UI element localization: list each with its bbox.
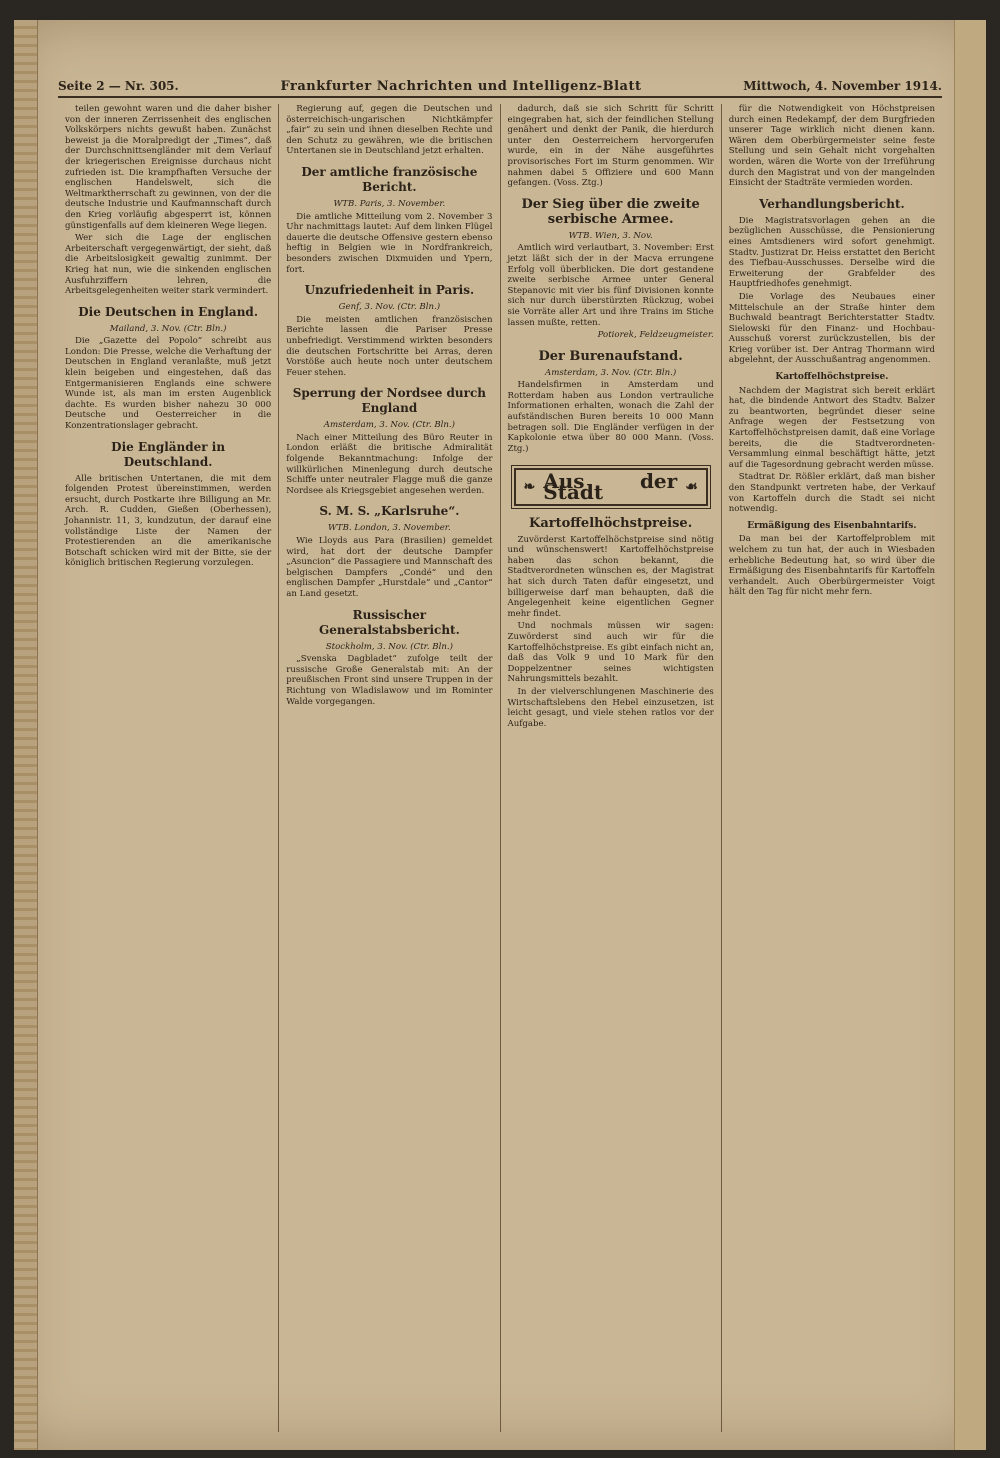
article-text: Und nochmals müssen wir sagen: Zuwörderst sind auch wir für die Kartoffelhöchstpreise. Es gibt einfach nicht an, daß das Volk 9 und 10 Mark für den Doppelzentner seines wichtigsten Nahrungsmittels bezahlt.: [507, 621, 714, 685]
signature-line: Potiorek, Feldzeugmeister.: [597, 330, 714, 341]
subheadline-eisenbahntarif: Ermäßigung des Eisenbahntarifs.: [747, 520, 917, 531]
article-text: Zuvörderst Kartoffelhöchstpreise sind nötig und wünschenswert! Kartoffelhöchstpreise haben das schon bekannt, die Stadtverordneten wünschen es, der Magistrat hat sich durch Taten dafür eingesetzt, und billigerweise darf man behaupten, daß die Angelegenheit keine eigentlichen Gegner mehr findet.: [507, 534, 714, 619]
article-text: Stadtrat Dr. Rößler erklärt, daß man bisher den Standpunkt vertreten habe, der Verkauf von Kartoffeln durch die Stadt sei nicht notwendig.: [728, 472, 935, 515]
headline-unzufriedenheit-paris: Unzufriedenheit in Paris.: [304, 283, 475, 298]
headline-russischer-bericht: Russischer Generalstabsbericht.: [318, 607, 460, 637]
header-date: Mittwoch, 4. November 1914.: [743, 79, 942, 93]
header-newspaper-title: Frankfurter Nachrichten und Intelligenz-Blatt: [280, 78, 642, 94]
headline-verhandlungsbericht: Verhandlungsbericht.: [759, 196, 905, 211]
article-text: Da man bei der Kartoffelproblem mit welchem zu tun hat, der auch in Wiesbaden erhebliche Bedeutung hat, so wird über die Ermäßigung des Eisenbahntarifs für Kartoffeln verhandelt. Auch Oberbürgermeister Voigt hält den Tag für nicht mehr fern.: [728, 534, 935, 598]
dateline: Stockholm, 3. Nov. (Ctr. Bln.): [325, 641, 453, 652]
binding-edge: [14, 20, 38, 1450]
headline-sieg-serbische-armee: Der Sieg über die zweite serbische Armee.: [521, 196, 700, 227]
headline-deutschen-in-england: Die Deutschen in England.: [78, 304, 258, 319]
article-text: Die meisten amtlichen französischen Berichte lassen die Pariser Presse unbefriedigt. Verstimmend wirkten besonders die deutschen Fortschritte bei Arras, deren Vorstöße auch heute noch unter deutschem Feuer stehen.: [286, 314, 493, 378]
ornament-icon: ☙: [685, 478, 698, 495]
article-text: Nach einer Mitteilung des Büro Reuter in London erläßt die britische Admiralität folgende Bekanntmachung: Infolge der willkürlichen Minenlegung durch deutsche Schiffe unter neutraler Flagge muß die ganze Nordsee als Kriegsgebiet angesehen werden.: [286, 432, 493, 496]
article-text: „Svenska Dagbladet“ zufolge teilt der russische Große Generalstab mit: An der preußischen Front sind unsere Truppen in der Richtung von Wladislawow und im Rominter Walde vorgegangen.: [286, 654, 493, 707]
article-text: Die amtliche Mitteilung vom 2. November 3 Uhr nachmittags lautet: Auf dem linken Flügel dauerte die deutsche Offensive gestern ebenso heftig in Belgien wie in Nordfrankreich, besonders zwischen Dixmuiden und Ypern, fort.: [286, 211, 493, 275]
article-text: dadurch, daß sie sich Schritt für Schritt eingegraben hat, sich der feindlichen Stellung genähert und denkt der Panik, die hierdurch unter den Oesterreichern hervorgerufen wurde, ein in der Nähe ausgeführtes provisorisches Fort im Sturm genommen. Wir nahmen dabei 5 Offiziere und 600 Mann gefangen. (Voss. Ztg.): [507, 104, 714, 189]
page-header: [58, 76, 942, 98]
dateline: Amsterdam, 3. Nov. (Ctr. Bln.): [323, 420, 455, 431]
headline-englaender-in-deutschland: Die Engländer in Deutschland.: [111, 439, 226, 469]
dateline: Amsterdam, 3. Nov. (Ctr. Bln.): [544, 367, 677, 378]
article-text: Wie Lloyds aus Para (Brasilien) gemeldet wird, hat dort der deutsche Dampfer „Asuncion“ die Passagiere und Mannschaft des belgischen Dampfers „Condé“ und den englischen Dampfer „Hurstdale“ und „Cantor“ an Land gesetzt.: [286, 536, 493, 599]
columns: [58, 104, 942, 1432]
article-text: Alle britischen Untertanen, die mit dem folgenden Protest übereinstimmen, werden ersucht, durch Postkarte ihre Billigung an Mr. Arch. R. Cudden, Gießen (Oberhessen), Johannistr. 11, 3, kundzutun, der darauf eine vollständige Liste der Namen der Protestierenden an die amerikanische Botschaft schicken wird mit der Bitte, sie der königlich britischen Regierung vorzulegen.: [65, 473, 272, 569]
article-text: Handelsfirmen in Amsterdam und Rotterdam haben aus London vertrauliche Informationen erhalten, wonach die Zahl der aufständischen Buren bereits 10 000 Mann betragen soll. Die Engländer verfügen in der Kapkolonie etwa über 80 000 Mann. (Voss. Ztg.): [507, 380, 714, 454]
article-text: Wer sich die Lage der englischen Arbeiterschaft vergegenwärtigt, der sieht, daß die Arbeitslosigkeit gewaltig zunimmt. Der Krieg hat nun, wie die sinkenden englischen Ausfuhrziffern lehren, die Arbeitsgelegenheiten weiter stark vermindert.: [65, 233, 272, 297]
article-text: Regierung auf, gegen die Deutschen und österreichisch-ungarischen Nichtkämpfer „fair“ zu sein und ihnen dieselben Rechte und den Schutz zu gewähren, wie die britischen Untertanen sie in Deutschland jetzt erhalten.: [286, 104, 493, 157]
dateline: WTB. Wien, 3. Nov.: [568, 230, 653, 241]
headline-kartoffelhoechstpreise: Kartoffelhöchstpreise.: [529, 515, 693, 531]
adjacent-page-edge: [954, 20, 986, 1450]
column-2: [279, 104, 500, 1432]
article-text: für die Notwendigkeit von Höchstpreisen durch einen Redekampf, der dem Burgfrieden unserer Tage wirklich nicht dienen kann. Wären dem Oberbürgermeister seine feste Stellung und sein Gehalt nicht vorgehalten worden, wären die Worte von der Irreführung durch den Magistrat und von der mangelnden Einsicht der Stadträte vermieden worden.: [728, 104, 935, 189]
column-1: [58, 104, 279, 1432]
newspaper-page: [14, 20, 986, 1450]
headline-sperrung-nordsee: Sperrung der Nordsee durch England: [292, 386, 486, 416]
article-text: Amtlich wird verlautbart, 3. November: Erst jetzt läßt sich der in der Macva errungene Erfolg voll überblicken. Die dort gestandene zweite serbische Armee unter General Stepanovic mit vier bis fünf Divisionen konnte sich nur durch überstürzten Rückzug, wobei sie Vorräte aller Art und ihre Trains im Stiche lassen mußte, retten.: [507, 243, 714, 328]
subheadline-kartoffelhoechstpreise: Kartoffelhöchstpreise.: [775, 372, 889, 383]
article-text: In der vielverschlungenen Maschinerie des Wirtschaftslebens den Hebel einzusetzen, ist leicht gesagt, und viele stehen ratlos vor der Aufgabe.: [507, 686, 714, 729]
ornament-icon: ❧: [523, 478, 536, 495]
article-text: Die „Gazette del Popolo“ schreibt aus London: Die Presse, welche die Verhaftung der Deutschen in England veranlaßte, muß jetzt klein beigeben und eingestehen, daß das Entgermanisieren Englands eine schwere Wunde ist, als man im ersten Augenblick dachte. Es wurden bisher nahezu 30 000 Deutsche und Oesterreicher in die Konzentrationslager gebracht.: [65, 336, 272, 432]
article-text: Die Vorlage des Neubaues einer Mittelschule an der Straße hinter dem Buchwald beantragt Berichterstatter Stadtv. Sielowski für den Finanz- und Hochbau-Ausschuß vorerst zurückzustellen, bis der Krieg vorüber ist. Der Antrag Thormann wird abgelehnt, der Ausschußantrag angenommen.: [728, 291, 935, 366]
article-text: teilen gewohnt waren und die daher bisher von der inneren Zerrissenheit des englischen Volkskörpers nichts gewußt haben. Zunächst beweist ja die Moralpredigt der „Times“, daß der Durchschnittsengländer mit dem Verlauf der kriegerischen Ereignisse durchaus nicht zufrieden ist. Die krampfhaften Versuche der englischen Handelswelt, sich die Weltmarktherrschaft zu gewinnen, von der die deutsche Industrie und Kaufmannschaft durch den Krieg vorläufig abgesperrt ist, können günstigenfalls auf dem kleineren Wege liegen.: [65, 104, 272, 231]
dateline: Genf, 3. Nov. (Ctr. Bln.): [338, 302, 441, 313]
headline-burenaufstand: Der Burenaufstand.: [538, 348, 683, 364]
header-page-number: Seite 2 — Nr. 305.: [58, 79, 179, 93]
dateline: WTB. London, 3. November.: [328, 523, 451, 534]
dateline: WTB. Paris, 3. November.: [333, 198, 446, 209]
article-text: Nachdem der Magistrat sich bereit erklärt hat, die bindende Antwort des Stadtv. Balzer zu beantworten, begründet dieser seine Anfrage wegen der Festsetzung von Kartoffelhöchstpreisen damit, daß eine Vorlage bereits, die die Stadtverordneten-Versammlung einmal beschäftigt hätte, jetzt auf die Tagesordnung gebracht werden müsse.: [728, 385, 935, 470]
headline-karlsruhe: S. M. S. „Karlsruhe“.: [319, 504, 460, 519]
headline-franzoesischer-bericht: Der amtliche französische Bericht.: [301, 164, 478, 194]
section-title: Aus der Stadt: [543, 469, 678, 505]
section-box-aus-der-stadt: [514, 468, 708, 505]
column-4: [722, 104, 942, 1432]
dateline: Mailand, 3. Nov. (Ctr. Bln.): [109, 323, 227, 334]
article-text: Die Magistratsvorlagen gehen an die bezüglichen Ausschüsse, die Pensionierung eines Amtsdieners wird sofort genehmigt. Stadtv. Justizrat Dr. Heiss erstattet den Bericht des Tiefbau-Ausschusses. Derselbe wird die Erweiterung der Grabfelder des Hauptfriedhofes genehmigt.: [728, 215, 935, 290]
column-3: [501, 104, 722, 1432]
